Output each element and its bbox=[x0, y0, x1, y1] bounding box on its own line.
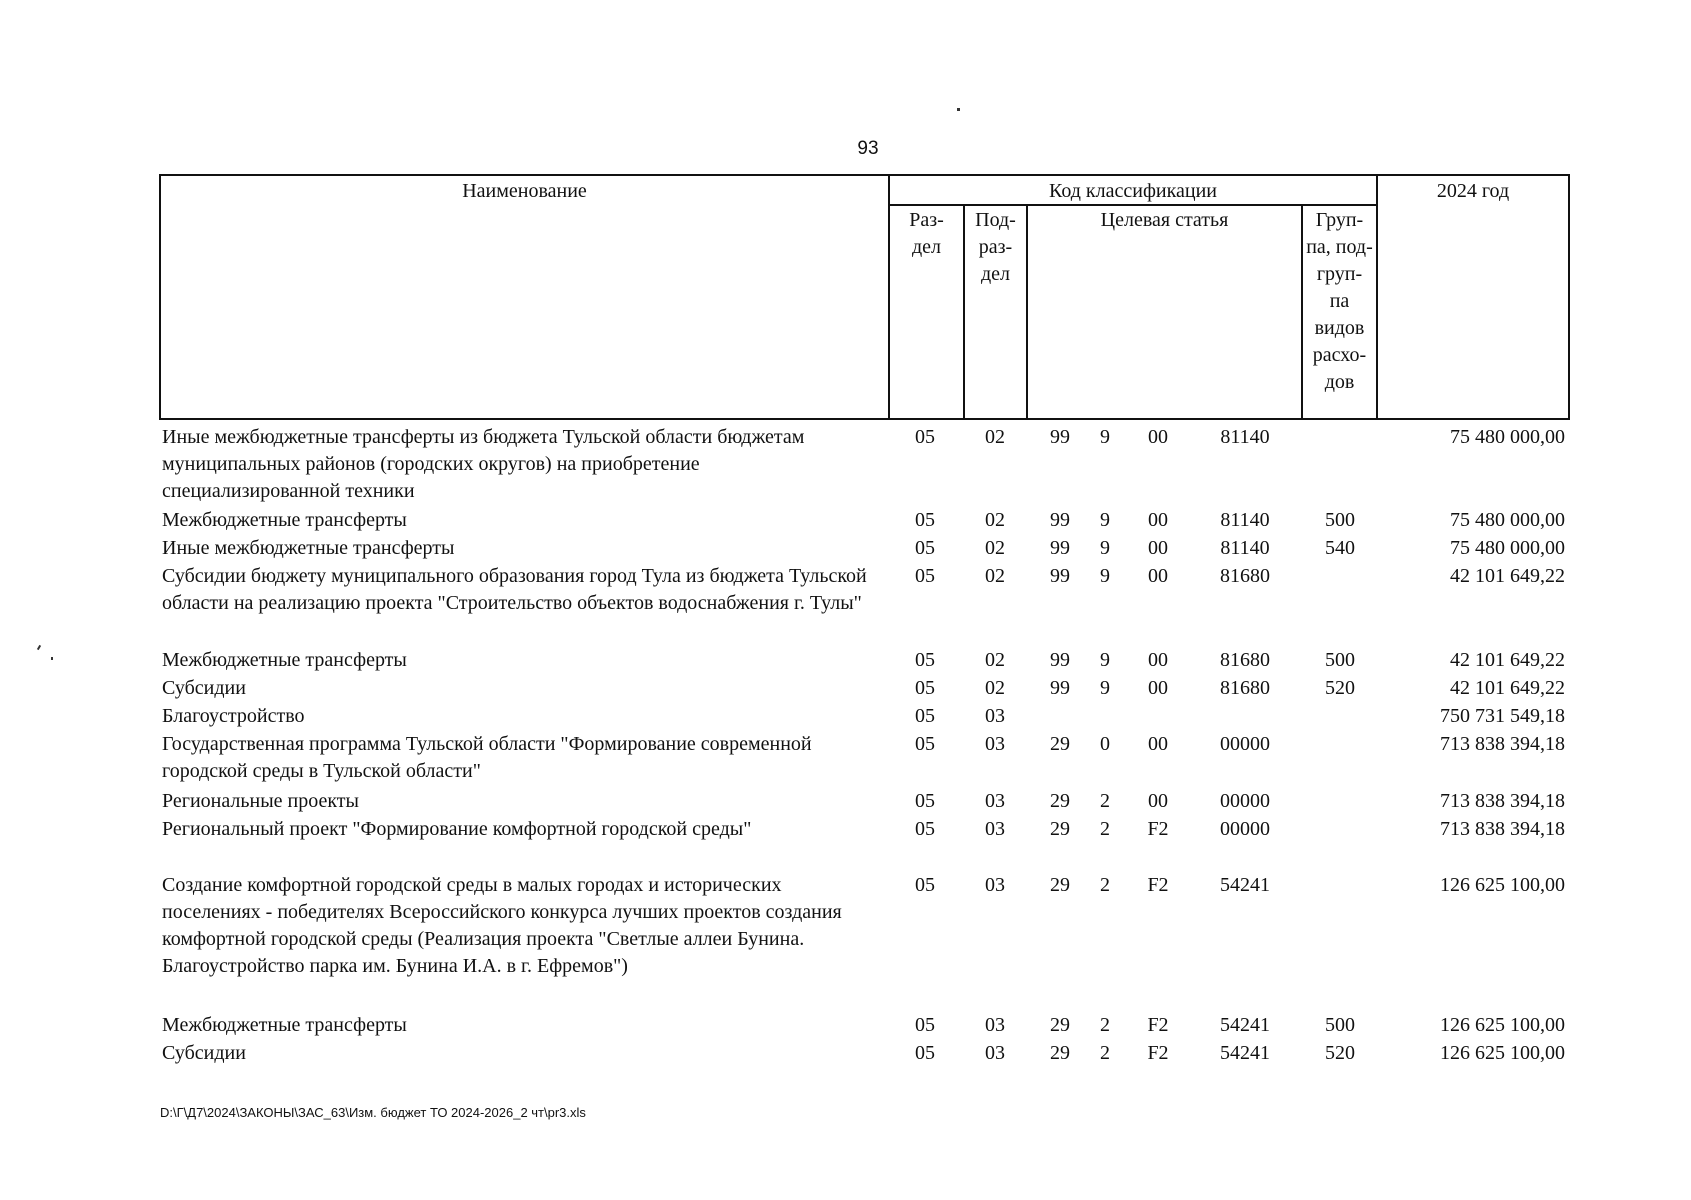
row-name: Государственная программа Тульской области "Формирование современной городской среды в Тульской области" bbox=[162, 733, 812, 782]
scan-speck bbox=[957, 108, 960, 111]
row-target-program: 29 bbox=[1050, 790, 1070, 812]
row-name: Межбюджетные трансферты bbox=[162, 509, 407, 531]
row-name: Иные межбюджетные трансферты bbox=[162, 537, 455, 559]
row-podrazdel: 03 bbox=[985, 818, 1005, 840]
row-target-direction: 54241 bbox=[1220, 874, 1270, 896]
row-podrazdel: 03 bbox=[985, 874, 1005, 896]
footer-file-path: D:\Г\Д7\2024\ЗАКОНЫ\ЗАС_63\Изм. бюджет ТО 2024-2026_2 чт\pr3.xls bbox=[160, 1105, 586, 1120]
row-target-program: 99 bbox=[1050, 565, 1070, 587]
row-target-program: 99 bbox=[1050, 537, 1070, 559]
row-target-direction: 81140 bbox=[1220, 509, 1270, 531]
row-amount: 42 101 649,22 bbox=[1450, 649, 1565, 671]
row-podrazdel: 02 bbox=[985, 677, 1005, 699]
row-expense-group: 500 bbox=[1325, 1014, 1355, 1036]
row-podrazdel: 03 bbox=[985, 1014, 1005, 1036]
scan-speck bbox=[51, 657, 53, 660]
row-razdel: 05 bbox=[915, 537, 935, 559]
row-name: Субсидии bbox=[162, 677, 246, 699]
row-amount: 126 625 100,00 bbox=[1440, 874, 1565, 896]
row-razdel: 05 bbox=[915, 649, 935, 671]
row-target-direction: 81680 bbox=[1220, 649, 1270, 671]
row-target-subprogram: 9 bbox=[1100, 509, 1110, 531]
row-podrazdel: 02 bbox=[985, 537, 1005, 559]
row-target-subprogram: 2 bbox=[1100, 874, 1110, 896]
row-target-program: 99 bbox=[1050, 649, 1070, 671]
row-razdel: 05 bbox=[915, 790, 935, 812]
header-year: 2024 год bbox=[1436, 180, 1510, 202]
row-target-direction: 54241 bbox=[1220, 1042, 1270, 1064]
row-target-direction: 00000 bbox=[1220, 818, 1270, 840]
row-name: Благоустройство bbox=[162, 705, 305, 727]
row-expense-group: 520 bbox=[1325, 677, 1355, 699]
row-razdel: 05 bbox=[915, 426, 935, 448]
row-target-subprogram: 9 bbox=[1100, 426, 1110, 448]
row-target-subprogram: 2 bbox=[1100, 1042, 1110, 1064]
row-target-program: 29 bbox=[1050, 1042, 1070, 1064]
row-target-program: 99 bbox=[1050, 426, 1070, 448]
header-target-article: Целевая статья bbox=[1100, 209, 1229, 231]
row-target-direction: 54241 bbox=[1220, 1014, 1270, 1036]
row-amount: 713 838 394,18 bbox=[1440, 790, 1565, 812]
row-target-event: 00 bbox=[1148, 565, 1168, 587]
row-podrazdel: 03 bbox=[985, 733, 1005, 755]
row-target-direction: 00000 bbox=[1220, 790, 1270, 812]
row-name: Региональные проекты bbox=[162, 790, 359, 812]
row-razdel: 05 bbox=[915, 705, 935, 727]
row-expense-group: 540 bbox=[1325, 537, 1355, 559]
row-target-event: 00 bbox=[1148, 790, 1168, 812]
row-target-event: F2 bbox=[1147, 874, 1169, 896]
row-target-program: 29 bbox=[1050, 1014, 1070, 1036]
row-target-program: 29 bbox=[1050, 733, 1070, 755]
row-podrazdel: 02 bbox=[985, 649, 1005, 671]
row-podrazdel: 03 bbox=[985, 1042, 1005, 1064]
scan-speck bbox=[37, 645, 41, 650]
row-target-event: F2 bbox=[1147, 1014, 1169, 1036]
row-target-subprogram: 9 bbox=[1100, 565, 1110, 587]
row-amount: 750 731 549,18 bbox=[1440, 705, 1565, 727]
row-target-program: 29 bbox=[1050, 818, 1070, 840]
row-target-subprogram: 2 bbox=[1100, 818, 1110, 840]
row-target-subprogram: 2 bbox=[1100, 1014, 1110, 1036]
row-amount: 713 838 394,18 bbox=[1440, 733, 1565, 755]
row-amount: 42 101 649,22 bbox=[1450, 677, 1565, 699]
row-target-direction: 81140 bbox=[1220, 537, 1270, 559]
row-target-subprogram: 0 bbox=[1100, 733, 1110, 755]
row-target-subprogram: 2 bbox=[1100, 790, 1110, 812]
header-divider bbox=[1026, 204, 1028, 420]
header-name: Наименование bbox=[462, 180, 587, 202]
row-amount: 42 101 649,22 bbox=[1450, 565, 1565, 587]
row-target-direction: 81680 bbox=[1220, 677, 1270, 699]
row-razdel: 05 bbox=[915, 874, 935, 896]
row-razdel: 05 bbox=[915, 565, 935, 587]
row-target-direction: 81680 bbox=[1220, 565, 1270, 587]
row-target-direction: 00000 bbox=[1220, 733, 1270, 755]
row-target-event: 00 bbox=[1148, 509, 1168, 531]
header-podrazdel: Под- раз- дел bbox=[975, 209, 1016, 285]
row-name: Субсидии bbox=[162, 1042, 246, 1064]
row-target-program: 99 bbox=[1050, 509, 1070, 531]
row-amount: 126 625 100,00 bbox=[1440, 1014, 1565, 1036]
header-razdel: Раз- дел bbox=[909, 209, 944, 258]
row-podrazdel: 03 bbox=[985, 705, 1005, 727]
row-name: Иные межбюджетные трансферты из бюджета Тульской области бюджетам муниципальных районов (городских округов) на приобретение специализированной техники bbox=[162, 426, 805, 502]
row-target-subprogram: 9 bbox=[1100, 677, 1110, 699]
header-classification-code: Код классификации bbox=[1048, 180, 1218, 202]
row-expense-group: 500 bbox=[1325, 509, 1355, 531]
row-razdel: 05 bbox=[915, 509, 935, 531]
row-name: Региональный проект "Формирование комфортной городской среды" bbox=[162, 818, 752, 840]
row-target-event: 00 bbox=[1148, 537, 1168, 559]
row-razdel: 05 bbox=[915, 733, 935, 755]
row-razdel: 05 bbox=[915, 1042, 935, 1064]
row-amount: 126 625 100,00 bbox=[1440, 1042, 1565, 1064]
row-podrazdel: 03 bbox=[985, 790, 1005, 812]
row-target-program: 29 bbox=[1050, 874, 1070, 896]
row-target-event: F2 bbox=[1147, 818, 1169, 840]
row-expense-group: 500 bbox=[1325, 649, 1355, 671]
page-number: 93 bbox=[857, 138, 879, 159]
row-target-event: 00 bbox=[1148, 426, 1168, 448]
row-amount: 713 838 394,18 bbox=[1440, 818, 1565, 840]
row-target-program: 99 bbox=[1050, 677, 1070, 699]
header-expense-group: Груп- па, под- груп- па видов расхо- дов bbox=[1306, 209, 1373, 393]
row-expense-group: 520 bbox=[1325, 1042, 1355, 1064]
row-name: Межбюджетные трансферты bbox=[162, 1014, 407, 1036]
row-razdel: 05 bbox=[915, 1014, 935, 1036]
row-name: Межбюджетные трансферты bbox=[162, 649, 407, 671]
row-podrazdel: 02 bbox=[985, 509, 1005, 531]
row-amount: 75 480 000,00 bbox=[1450, 537, 1565, 559]
row-target-event: 00 bbox=[1148, 649, 1168, 671]
row-razdel: 05 bbox=[915, 818, 935, 840]
row-amount: 75 480 000,00 bbox=[1450, 426, 1565, 448]
row-target-subprogram: 9 bbox=[1100, 649, 1110, 671]
header-divider bbox=[1376, 174, 1378, 420]
row-name: Субсидии бюджету муниципального образования город Тула из бюджета Тульской области на реализацию проекта "Строительство объектов водоснабжения г. Тулы" bbox=[162, 565, 867, 614]
row-target-event: 00 bbox=[1148, 733, 1168, 755]
row-amount: 75 480 000,00 bbox=[1450, 509, 1565, 531]
row-target-event: 00 bbox=[1148, 677, 1168, 699]
row-podrazdel: 02 bbox=[985, 426, 1005, 448]
row-target-event: F2 bbox=[1147, 1042, 1169, 1064]
row-target-subprogram: 9 bbox=[1100, 537, 1110, 559]
row-podrazdel: 02 bbox=[985, 565, 1005, 587]
row-razdel: 05 bbox=[915, 677, 935, 699]
row-target-direction: 81140 bbox=[1220, 426, 1270, 448]
row-name: Создание комфортной городской среды в малых городах и исторических поселениях - победителях Всероссийского конкурса лучших проектов создания комфортной городской среды (Реализация проекта "Светлые аллеи Бунина. Благоустройство парка им. Бунина И.А. в г. Ефремов") bbox=[162, 874, 842, 977]
